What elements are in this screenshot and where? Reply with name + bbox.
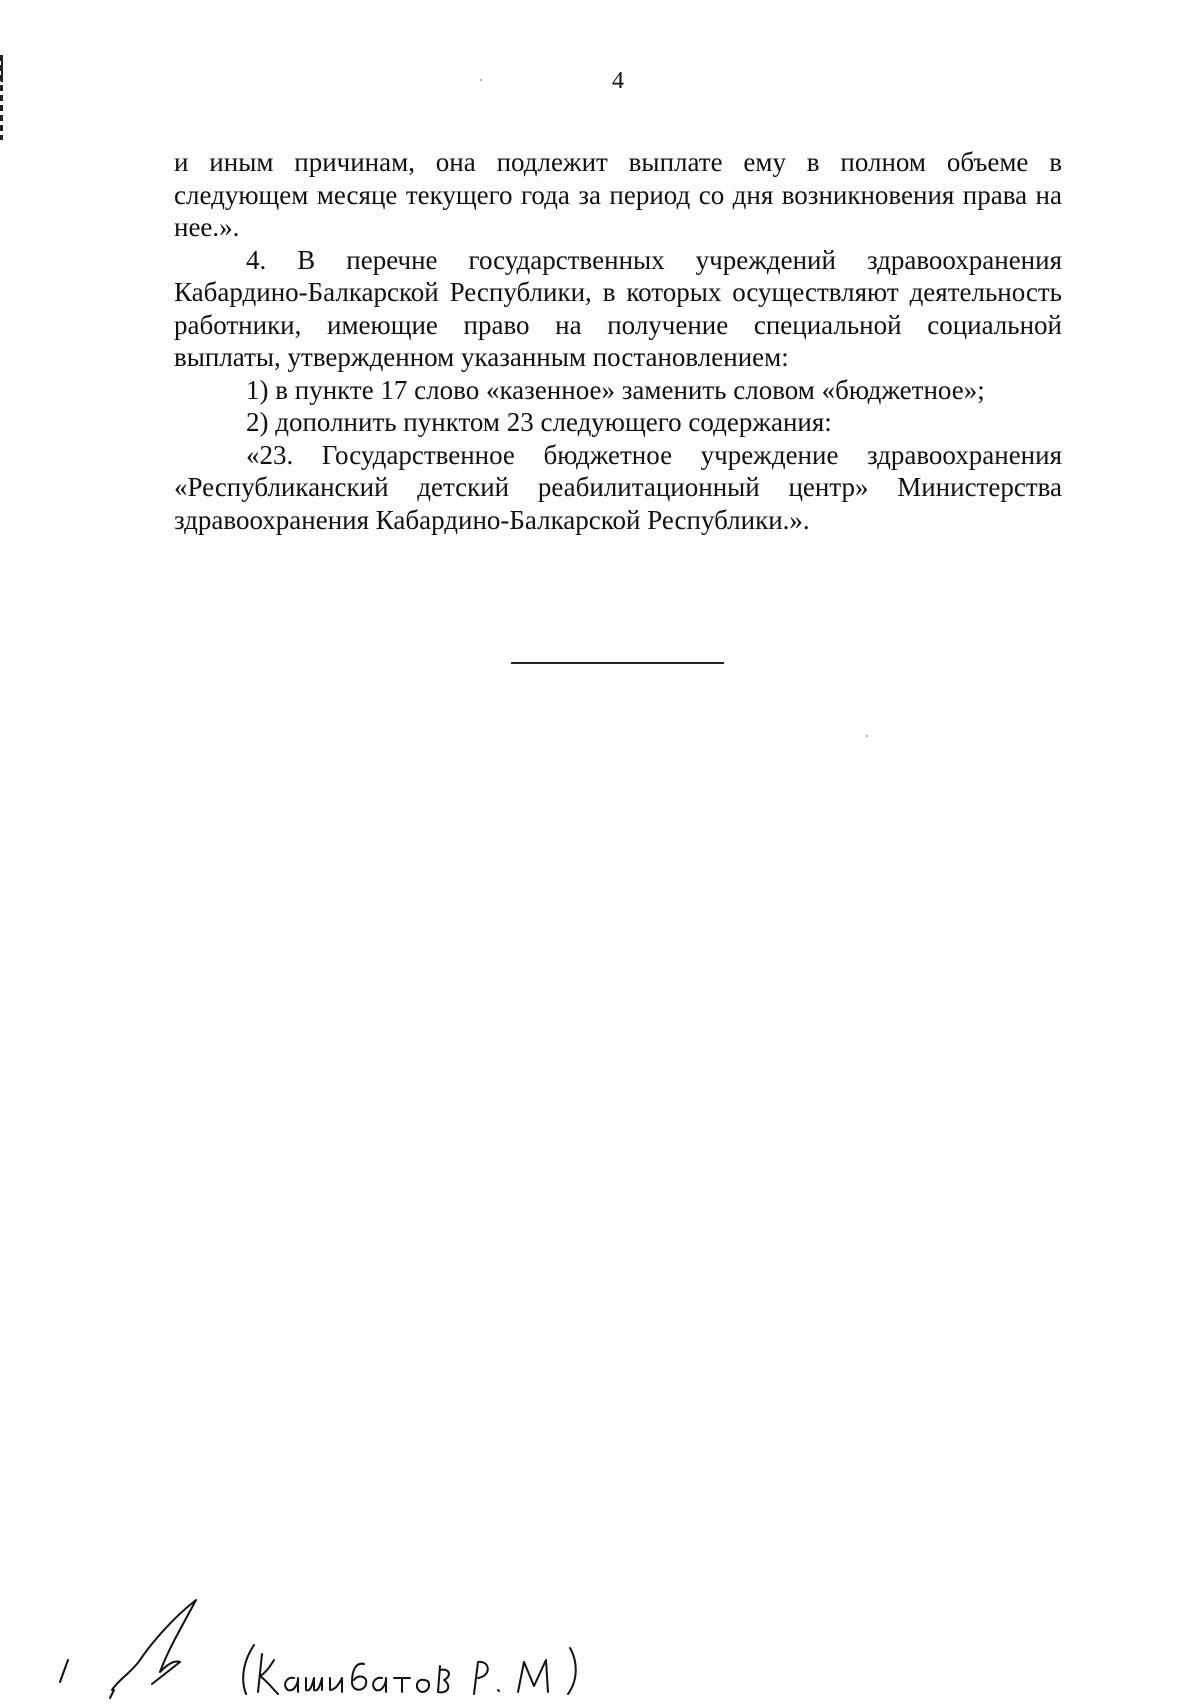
signature-open-paren (243, 1645, 254, 1694)
signature-flourish-stroke (112, 1600, 196, 1690)
scan-speck (866, 735, 868, 737)
closing-divider-line (511, 662, 724, 664)
handwritten-signature (40, 1590, 640, 1700)
signature-close-paren (568, 1648, 576, 1694)
signature-slash-stroke (60, 1660, 68, 1682)
paragraph-continuation: и иным причинам, она подлежит выплате ему в полном объеме в следующем месяце текущего года за период со дня возникновения права на нее.». (174, 147, 1062, 242)
document-body (174, 146, 1062, 536)
paragraph-item-23: «23. Государственное бюджетное учреждение здравоохранения «Республиканский детский реабилитационный центр» Министерства здравоохранения Кабардино-Балкарской Республики.». (174, 439, 1062, 535)
page-number: 4 (612, 68, 624, 94)
paragraph-item-4: 4. В перечне государственных учреждений здравоохранения Кабардино-Балкарской Республики, в которых осуществляют деятельность работники, имеющие право на получение специальной социальной выплаты, утвержденном указанным постановлением: (174, 244, 1062, 372)
scan-speck (480, 79, 482, 81)
list-item-2: 2) дополнить пунктом 23 следующего содержания: (246, 407, 832, 437)
list-item-1: 1) в пункте 17 слово «казенное» заменить словом «бюджетное»; (246, 374, 985, 405)
